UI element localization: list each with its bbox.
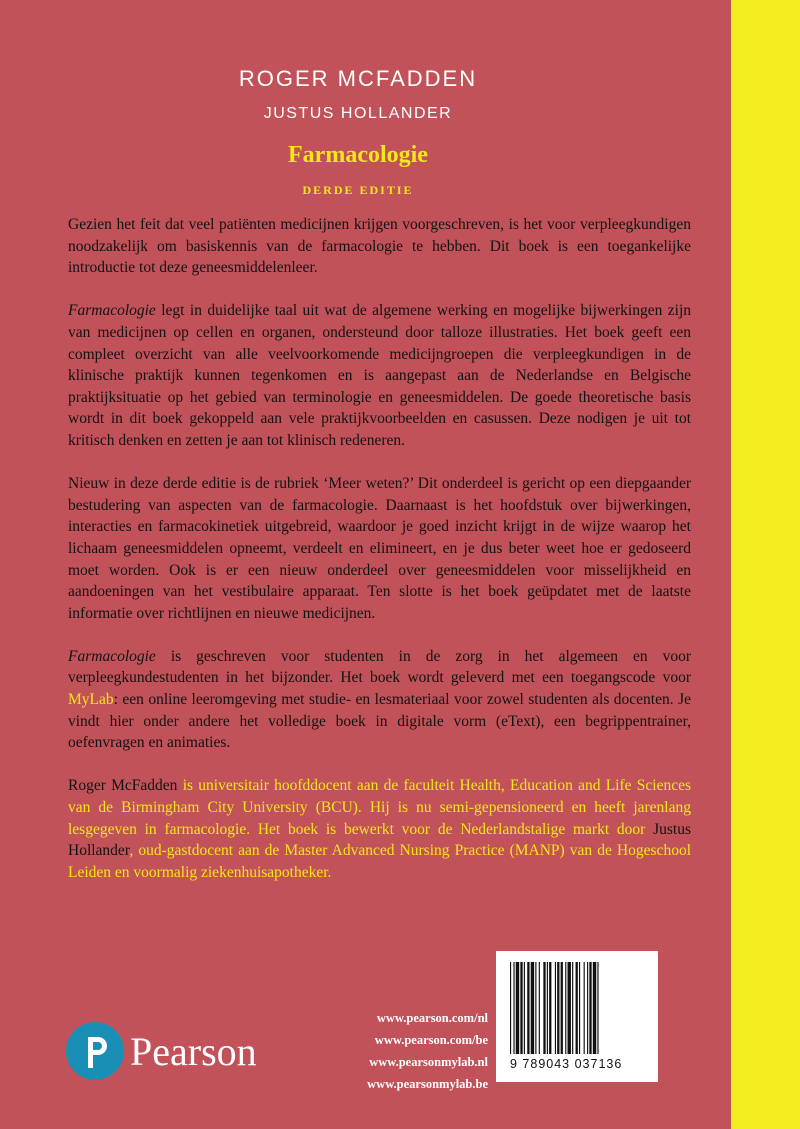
author-name-mcfadden: Roger McFadden xyxy=(68,777,178,795)
paragraph-authors xyxy=(68,775,691,883)
author-primary: ROGER MCFADDEN xyxy=(238,66,478,91)
barcode-bar xyxy=(587,962,588,1054)
barcode-bar xyxy=(531,962,534,1054)
url-pearsonmylab-nl[interactable]: www.pearsonmylab.nl xyxy=(369,1055,488,1069)
barcode-bar xyxy=(527,962,529,1054)
barcode-bar xyxy=(520,962,522,1054)
barcode-bar xyxy=(513,962,514,1054)
description-text xyxy=(68,214,691,905)
barcode-bar xyxy=(597,962,598,1054)
barcode-bar xyxy=(557,962,559,1054)
paragraph-audience-text-a: is geschreven voor studenten in de zorg in het algemeen en voor verpleegkundestudenten in het bijzonder. Het boek wordt geleverd met een toegangscode voor xyxy=(68,647,691,687)
barcode-bar xyxy=(543,962,545,1054)
paragraph-content xyxy=(68,300,691,451)
barcode-bar xyxy=(589,962,591,1054)
barcode-bar xyxy=(576,962,578,1054)
isbn-barcode xyxy=(496,951,658,1082)
book-title: Farmacologie xyxy=(288,142,428,168)
barcode-bars xyxy=(510,962,644,1054)
paragraph-audience-text-b: : een online leeromgeving met studie- en lesmateriaal voor zowel studenten als docenten. Je vindt hier onder andere het volledige boek in digitale vorm (eText), een begrippentrainer, oefenvragen en animaties. xyxy=(68,691,691,752)
barcode-bar xyxy=(549,962,551,1054)
isbn-number: 9 789043 037136 xyxy=(510,1057,623,1071)
barcode-bar xyxy=(516,962,519,1054)
author-bio-a: is universitair hoofddocent aan de faculteit Health, Education and Life Sciences van de Birmingham City University (BCU). Hij is nu semi-gepensioneerd en heeft jarenlang lesgegeven in farmacologie. Het boek is bewerkt voor de Nederlandstalige markt door xyxy=(68,777,692,838)
barcode-bar xyxy=(561,962,563,1054)
barcode-bar xyxy=(565,962,566,1054)
barcode-bar xyxy=(539,962,540,1054)
paragraph-content-text: legt in duidelijke taal uit wat de algemene werking en mogelijke bijwerkingen zijn van medicijnen op cellen en organen, ondersteund door talloze illustraties. Het boek geeft een compleet overzicht van alle veelvoorkomende medicijngroepen die verpleegkundigen in de klinische praktijk kunnen tegenkomen en is aangepast aan de Nederlandse en Belgische praktijksituatie op het gebied van terminologie en geneesmiddelen. De goede theoretische basis wordt in dit boek gekoppeld aan vele praktijkvoorbeelden en casussen. Deze nodigen je uit tot kritisch denken en zetten je aan tot klinisch redeneren. xyxy=(68,302,691,449)
barcode-bar xyxy=(547,962,548,1054)
mylab-link[interactable]: MyLab xyxy=(68,691,114,709)
barcode-bar xyxy=(568,962,571,1054)
author-bio-b: , oud-gastdocent aan de Master Advanced Nursing Practice (MANP) van de Hogeschool Leiden en voormalig ziekenhuisapotheker. xyxy=(68,842,691,881)
barcode-bar xyxy=(524,962,525,1054)
publisher-name: Pearson xyxy=(130,1029,257,1074)
paragraph-audience xyxy=(68,646,691,754)
barcode-bar xyxy=(584,962,585,1054)
url-pearson-nl[interactable]: www.pearson.com/nl xyxy=(376,1011,488,1025)
pearson-logo-icon xyxy=(66,1022,124,1080)
barcode-bar xyxy=(535,962,536,1054)
url-pearson-be[interactable]: www.pearson.com/be xyxy=(374,1033,488,1047)
barcode-bar xyxy=(555,962,556,1054)
barcode-bar xyxy=(572,962,573,1054)
book-spine xyxy=(731,0,800,1129)
barcode-bar xyxy=(510,962,511,1054)
title-italic: Farmacologie xyxy=(68,647,156,665)
paragraph-intro: Gezien het feit dat veel patiënten medicijnen krijgen voorgeschreven, is het voor verpleegkundigen noodzakelijk om basiskennis van de farmacologie te hebben. Dit boek is een toegankelijke introductie tot deze geneesmiddelenleer. xyxy=(68,216,691,277)
barcode-bar xyxy=(579,962,580,1054)
paragraph-new-edition: Nieuw in deze derde editie is de rubriek ‘Meer weten?’ Dit onderdeel is gericht op een diepgaander bestudering van aspecten van de farmacologie. Daarnaast is het hoofdstuk over bijwerkingen, interacties en farmacokinetiek uitgebreid, waardoor je goed inzicht krijgt in de wijze waarop het lichaam geneesmiddelen opneemt, verdeelt en elimineert, en je dus beter weet hoe er gedoseerd moet worden. Ook is er een nieuw onderdeel over geneesmiddelen voor misselijkheid en aandoeningen van het vestibulaire apparaat. Ten slotte is het boek geüpdatet met de laatste informatie over richtlijnen en nieuwe medicijnen. xyxy=(68,475,691,622)
author-secondary: JUSTUS HOLLANDER xyxy=(263,105,453,122)
url-pearsonmylab-be[interactable]: www.pearsonmylab.be xyxy=(367,1077,488,1091)
author-name-hollander: Justus Hollander xyxy=(68,820,691,860)
publisher-urls xyxy=(288,1007,488,1095)
edition-label: DERDE EDITIE xyxy=(302,183,414,197)
barcode-bar xyxy=(593,962,596,1054)
title-italic: Farmacologie xyxy=(68,302,156,320)
